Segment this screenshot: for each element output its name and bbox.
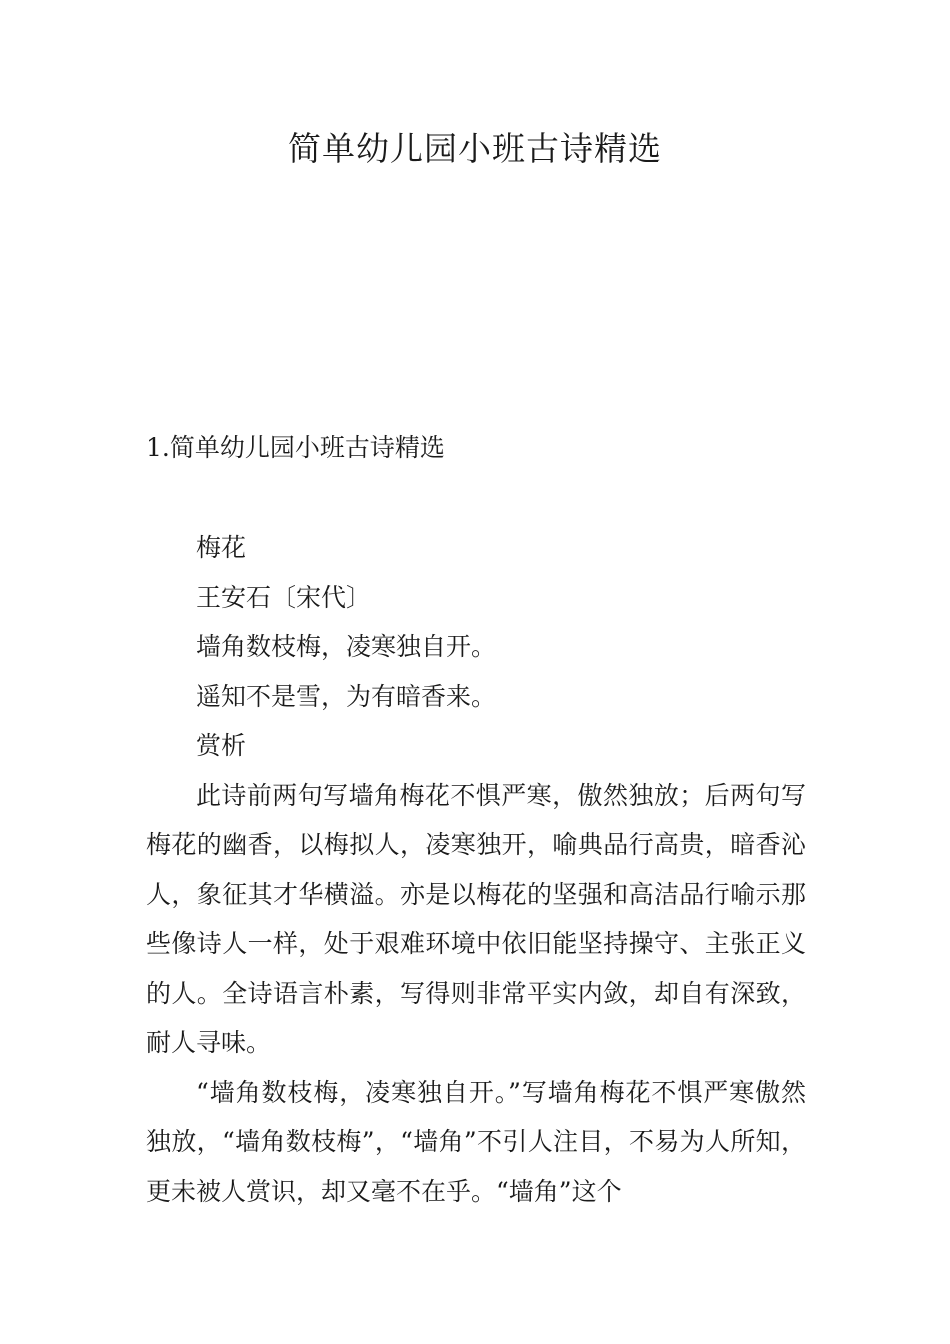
section-heading: 1.简单幼儿园小班古诗精选 <box>146 433 445 462</box>
poem-author: 王安石〔宋代〕 <box>196 582 372 612</box>
document-title: 简单幼儿园小班古诗精选 <box>288 129 662 168</box>
poem-block <box>146 523 806 1216</box>
analysis-heading: 赏析 <box>196 731 247 760</box>
poem-title: 梅花 <box>196 533 247 562</box>
analysis-paragraph: 此诗前两句写墙角梅花不惧严寒，傲然独放；后两句写梅花的幽香，以梅拟人，凌寒独开，喻典品行高贵，暗香沁人，象征其才华横溢。亦是以梅花的坚强和高洁品行喻示那些像诗人一样，处于艰难环境中依旧能坚持操守、主张正义的人。全诗语言朴素，写得则非常平实内敛，却自有深致，耐人寻味。 <box>146 780 806 1057</box>
analysis-paragraph: “墙角数枝梅，凌寒独自开。”写墙角梅花不惧严寒傲然独放，“墙角数枝梅”，“墙角”不引人注目，不易为人所知，更未被人赏识，却又毫不在乎。“墙角”这个 <box>146 1077 806 1206</box>
poem-line: 墙角数枝梅，凌寒独自开。 <box>196 632 497 661</box>
poem-line: 遥知不是雪，为有暗香来。 <box>196 681 497 711</box>
